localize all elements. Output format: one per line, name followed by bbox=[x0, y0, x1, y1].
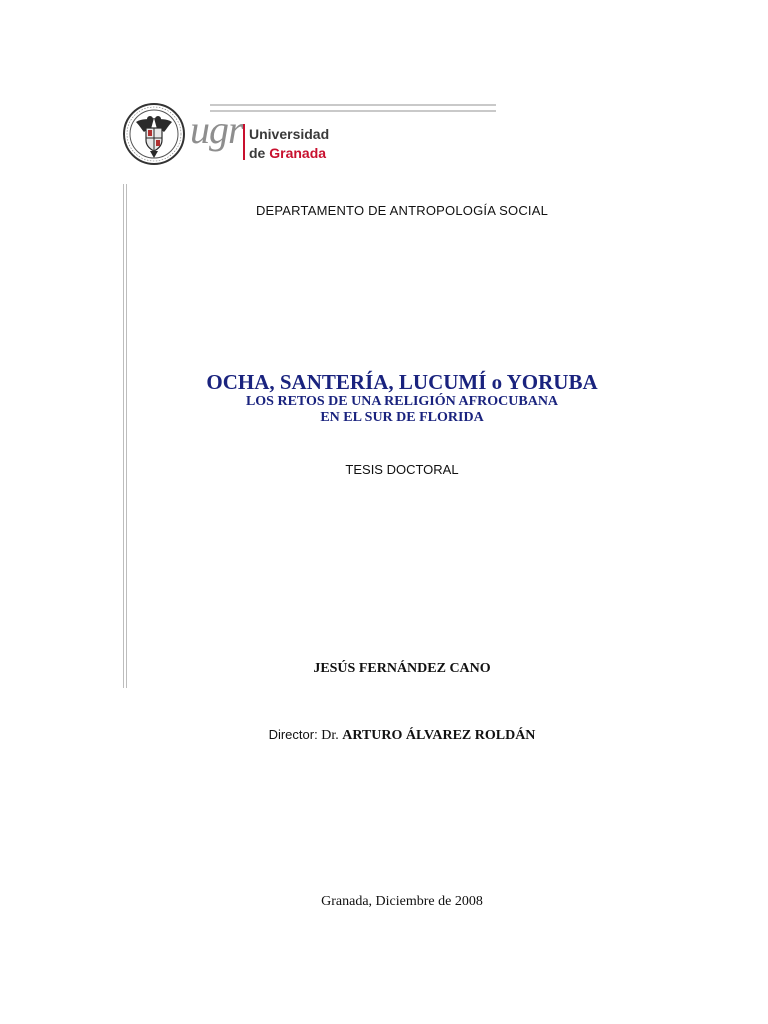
university-name-prefix: de bbox=[249, 145, 266, 161]
logo-separator bbox=[243, 124, 245, 160]
thesis-subtitle-line2: EN EL SUR DE FLORIDA bbox=[320, 410, 484, 425]
document-type: TESIS DOCTORAL bbox=[345, 462, 459, 477]
side-rule bbox=[123, 184, 127, 688]
director-title: Dr. bbox=[321, 728, 339, 743]
director-line bbox=[130, 727, 674, 744]
director-name: ARTURO ÁLVAREZ ROLDÁN bbox=[342, 728, 536, 743]
department-name: DEPARTAMENTO DE ANTROPOLOGÍA SOCIAL bbox=[255, 203, 549, 218]
director-label: Director: bbox=[268, 727, 318, 742]
university-name-line1: Universidad bbox=[249, 126, 330, 142]
header-rule bbox=[210, 104, 496, 112]
university-name-line2 bbox=[249, 145, 326, 161]
thesis-title: OCHA, SANTERÍA, LUCUMÍ o YORUBA bbox=[206, 370, 598, 394]
university-name-accent: Granada bbox=[269, 145, 327, 161]
thesis-subtitle-line1: LOS RETOS DE UNA RELIGIÓN AFROCUBANA bbox=[245, 394, 559, 409]
author-name: JESÚS FERNÁNDEZ CANO bbox=[313, 661, 491, 676]
university-seal-icon bbox=[122, 102, 186, 166]
place-and-date: Granada, Diciembre de 2008 bbox=[321, 894, 483, 909]
logo-mark: ugr bbox=[190, 107, 243, 152]
